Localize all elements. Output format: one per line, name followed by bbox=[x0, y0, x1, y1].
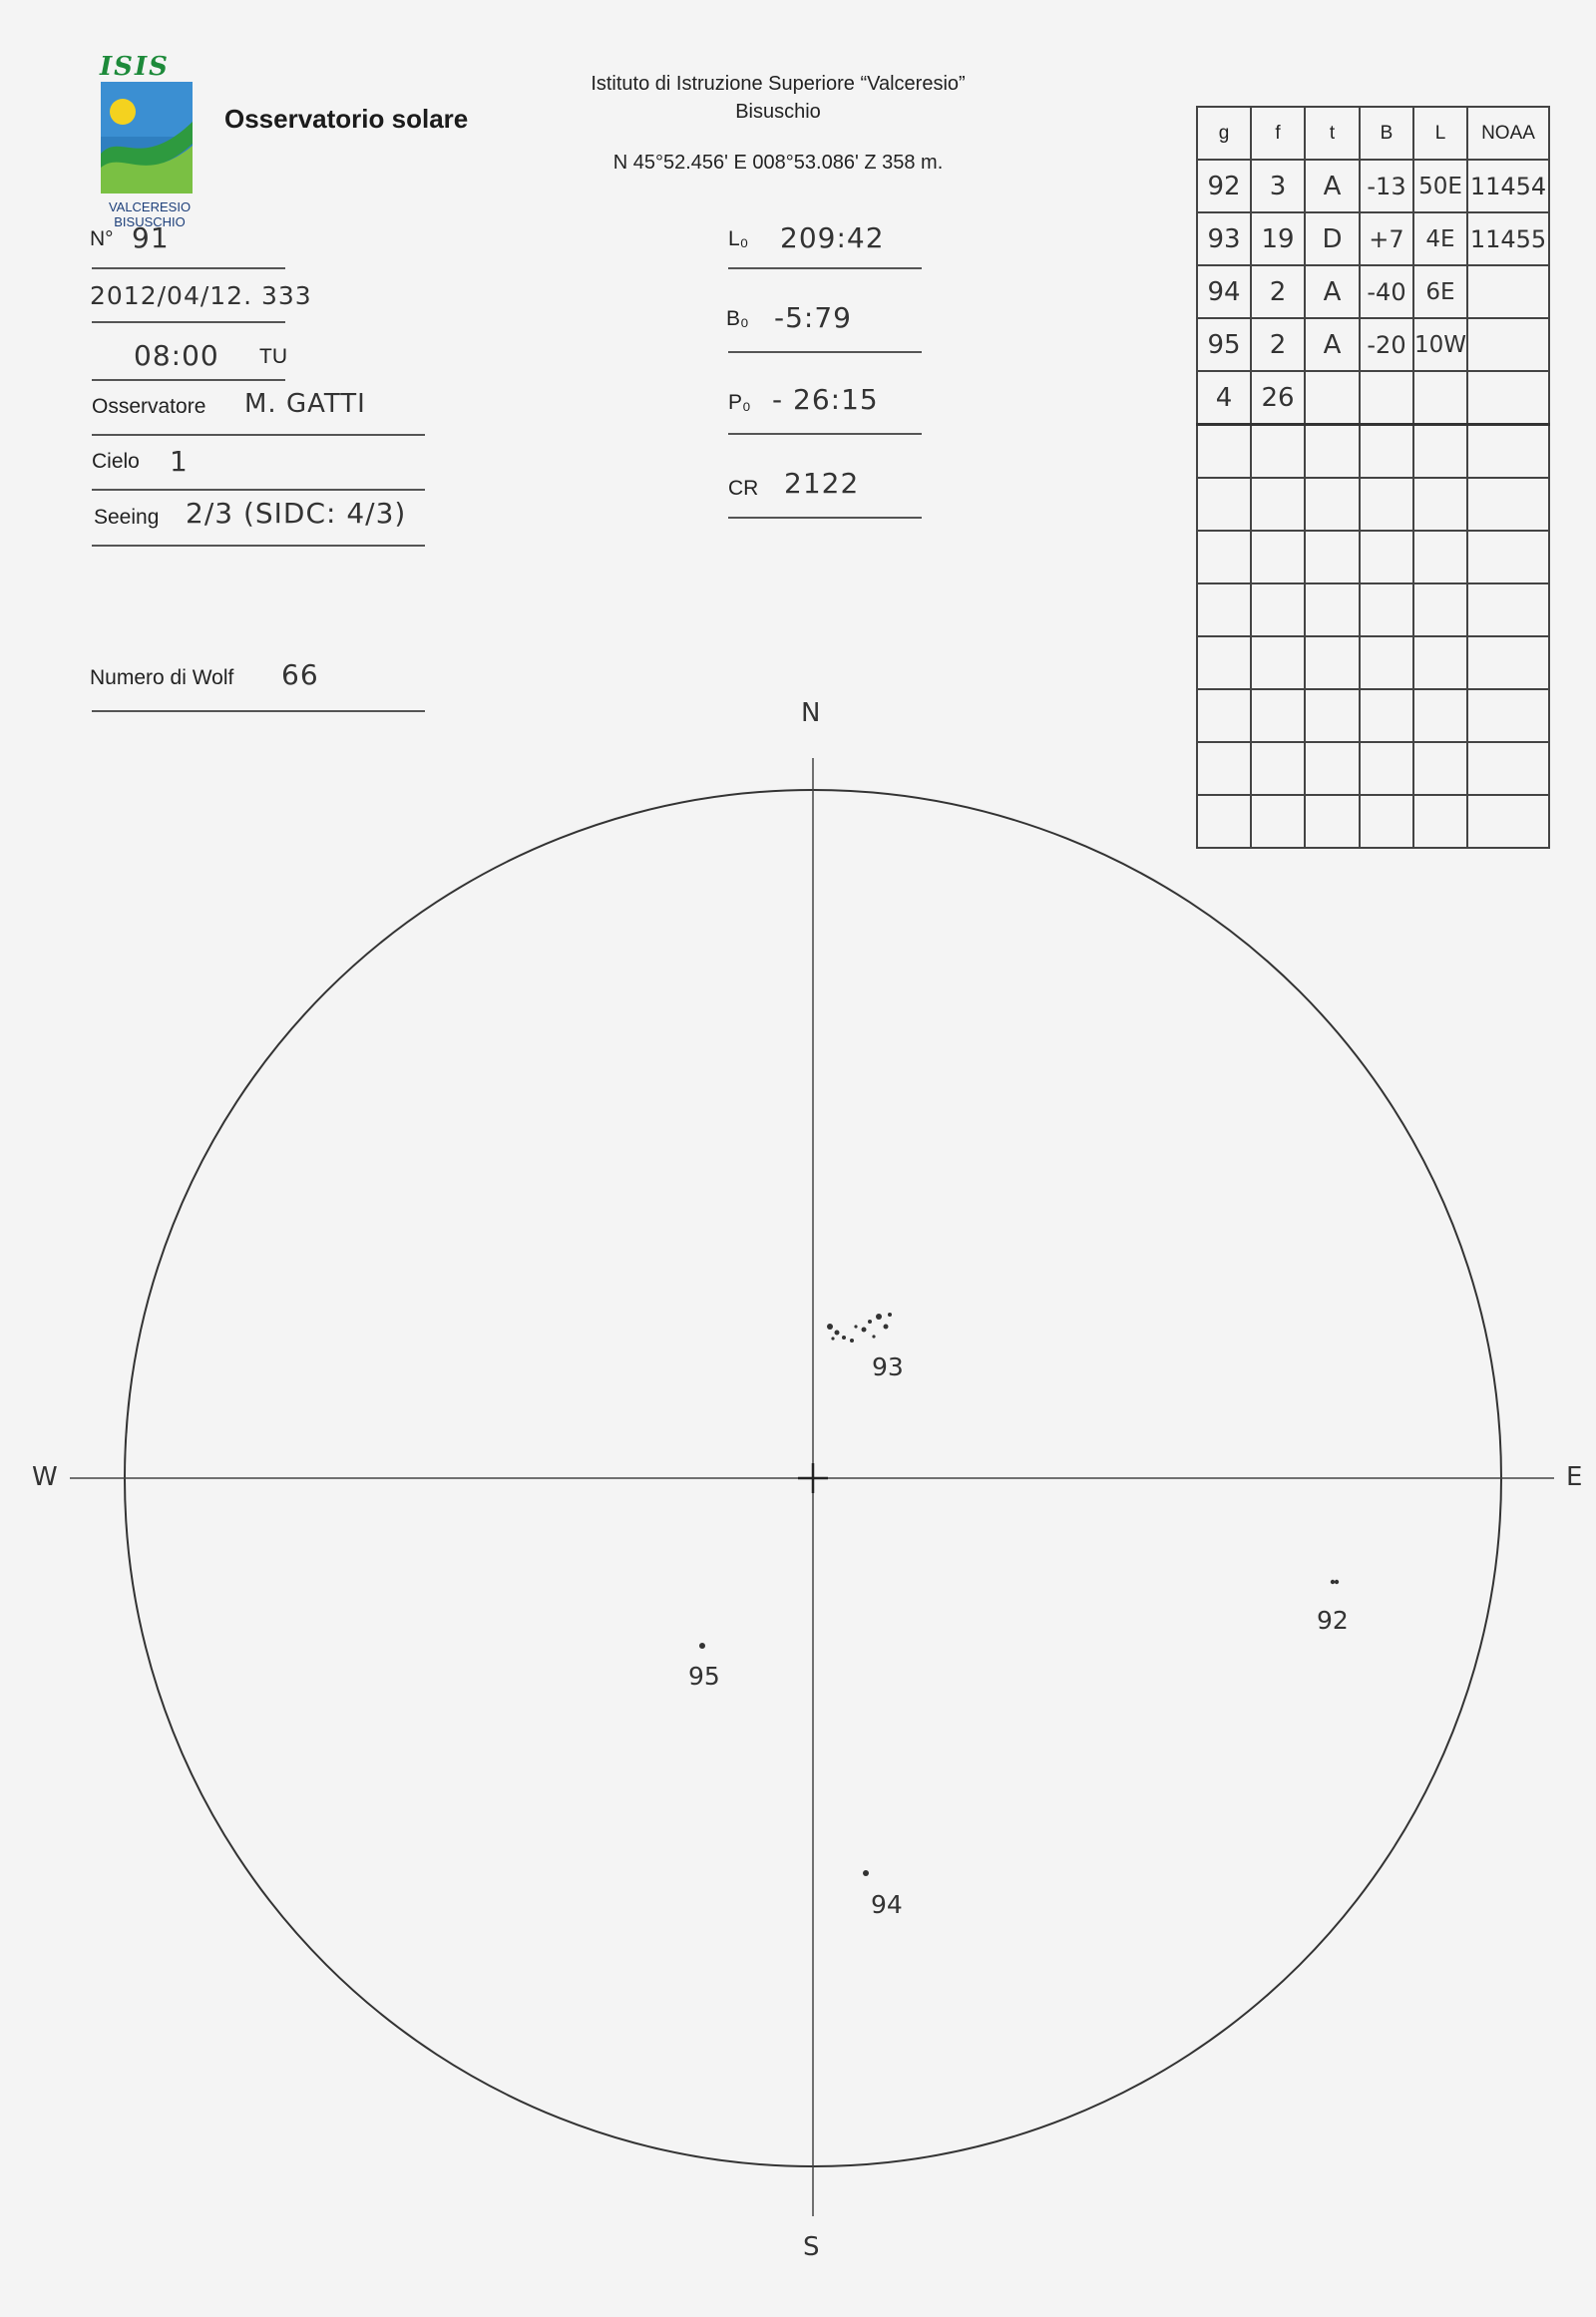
cell-b: -20 bbox=[1360, 318, 1413, 371]
school-line2: Bisuschio bbox=[735, 101, 821, 123]
total-spots: 26 bbox=[1251, 371, 1305, 425]
school-line1: Istituto di Istruzione Superiore “Valceresio” bbox=[591, 73, 966, 95]
logo-mark: ISIS bbox=[100, 52, 170, 82]
group-label-92: 92 bbox=[1317, 1606, 1349, 1635]
group-label-95: 95 bbox=[688, 1662, 720, 1691]
sky-value: 1 bbox=[170, 445, 189, 478]
cell-b: -13 bbox=[1360, 160, 1413, 212]
south-label: S bbox=[803, 2232, 820, 2262]
observatory-coordinates: N 45°52.456' E 008°53.086' Z 358 m. bbox=[612, 152, 944, 174]
cell-noaa: 11454 bbox=[1467, 160, 1549, 212]
logo-caption-line1: VALCERESIO bbox=[108, 199, 192, 214]
cell-f: 3 bbox=[1251, 160, 1305, 212]
cr-label: CR bbox=[728, 477, 759, 500]
east-label: E bbox=[1566, 1462, 1583, 1492]
group-label-94: 94 bbox=[871, 1890, 903, 1919]
cell-g: 94 bbox=[1197, 265, 1251, 318]
column-header-f: f bbox=[1251, 107, 1305, 160]
cell-t: D bbox=[1305, 212, 1360, 265]
observer-label: Osservatore bbox=[92, 395, 206, 418]
cell-b: +7 bbox=[1360, 212, 1413, 265]
date-value: 2012/04/12. 333 bbox=[90, 281, 312, 310]
cell-f: 2 bbox=[1251, 318, 1305, 371]
group-label-93: 93 bbox=[872, 1352, 904, 1381]
cell-b: -40 bbox=[1360, 265, 1413, 318]
cell-g: 93 bbox=[1197, 212, 1251, 265]
cell-l: 4E bbox=[1413, 212, 1467, 265]
cell-g: 92 bbox=[1197, 160, 1251, 212]
cell-l: 6E bbox=[1413, 265, 1467, 318]
cell-f: 2 bbox=[1251, 265, 1305, 318]
cell-f: 19 bbox=[1251, 212, 1305, 265]
cr-value: 2122 bbox=[784, 467, 860, 500]
sunspot-group-94 bbox=[863, 1870, 869, 1876]
sky-label: Cielo bbox=[92, 450, 140, 473]
cell-t: A bbox=[1305, 160, 1360, 212]
p0-label: P₀ bbox=[728, 391, 751, 414]
sunspot-group-93 bbox=[827, 1313, 892, 1343]
column-header-g: g bbox=[1197, 107, 1251, 160]
wolf-value: 66 bbox=[281, 658, 319, 691]
l0-label: L₀ bbox=[728, 227, 749, 250]
p0-value: - 26:15 bbox=[772, 383, 879, 416]
west-label: W bbox=[32, 1462, 58, 1492]
cell-l: 50E bbox=[1413, 160, 1467, 212]
cell-l: 10W bbox=[1413, 318, 1467, 371]
time-unit: TU bbox=[259, 345, 287, 368]
column-header-b: B bbox=[1360, 107, 1413, 160]
sunspot-group-92 bbox=[1331, 1580, 1339, 1584]
cell-noaa: 11455 bbox=[1467, 212, 1549, 265]
b0-label: B₀ bbox=[726, 307, 749, 330]
seeing-value: 2/3 (SIDC: 4/3) bbox=[186, 497, 407, 530]
cell-t: A bbox=[1305, 265, 1360, 318]
b0-value: -5:79 bbox=[774, 301, 852, 334]
sunspot-group-95 bbox=[699, 1643, 705, 1649]
column-header-noaa: NOAA bbox=[1467, 107, 1549, 160]
north-label: N bbox=[801, 698, 821, 728]
cell-t: A bbox=[1305, 318, 1360, 371]
observer-value: M. GATTI bbox=[244, 389, 366, 419]
wolf-label: Numero di Wolf bbox=[90, 666, 234, 689]
column-header-l: L bbox=[1413, 107, 1467, 160]
l0-value: 209:42 bbox=[780, 221, 885, 254]
page-title: Osservatorio solare bbox=[224, 104, 469, 134]
logo-caption-line2: BISUSCHIO bbox=[114, 214, 186, 229]
number-label: N° bbox=[90, 227, 114, 250]
total-groups: 4 bbox=[1197, 371, 1251, 425]
cell-g: 95 bbox=[1197, 318, 1251, 371]
number-value: 91 bbox=[132, 221, 170, 254]
column-header-t: t bbox=[1305, 107, 1360, 160]
time-value: 08:00 bbox=[134, 339, 219, 372]
seeing-label: Seeing bbox=[94, 506, 160, 529]
